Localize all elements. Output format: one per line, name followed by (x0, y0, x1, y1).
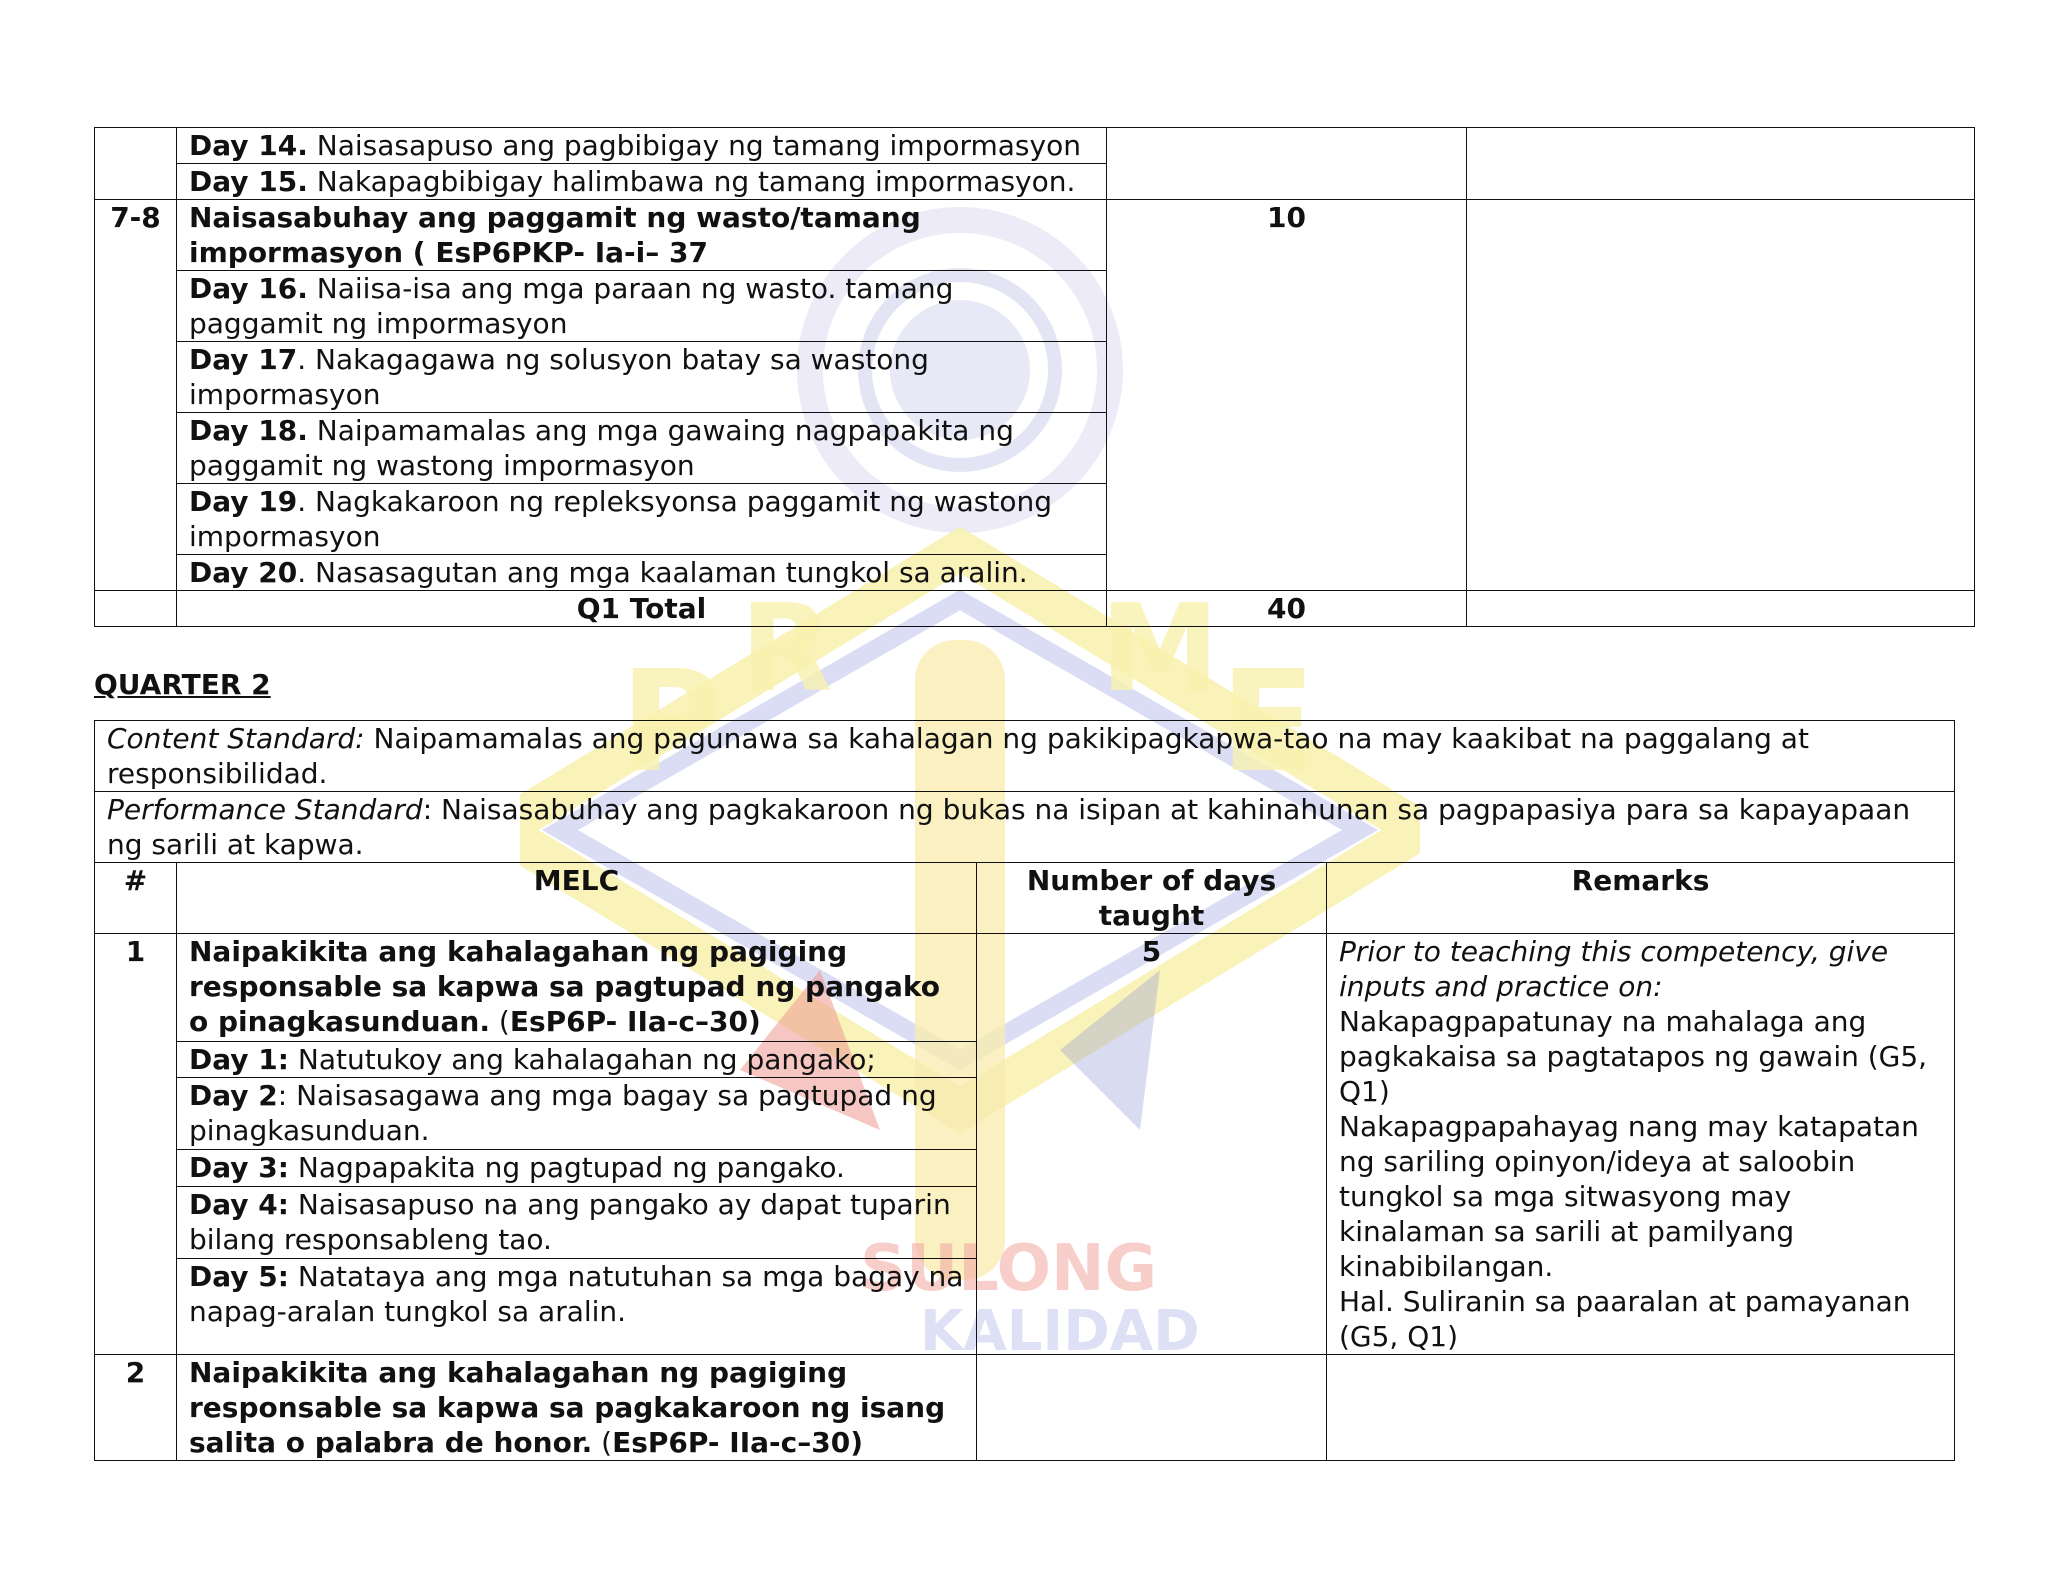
header-num: # (95, 863, 177, 934)
day-cell (177, 1258, 977, 1354)
remarks-item: Nakapagpapahayag nang may katapatan ng sariling opinyon/ideya at saloobin tungkol sa mga sitwasyong may kinalaman sa sarili at pamilyang kinabibilangan. (1339, 1110, 1919, 1283)
day-cell (177, 1186, 977, 1258)
remarks-intro: Prior to teaching this competency, give inputs and practice on: (1339, 935, 1889, 1003)
day-label: Day 14. (189, 129, 308, 162)
day-text: Naisasapuso ang pagbibigay ng tamang impormasyon (307, 129, 1081, 162)
table-row (95, 1355, 1955, 1461)
day-text: Naiisa-isa ang mga paraan ng wasto. tamang paggamit ng impormasyon (189, 272, 954, 340)
week-number: 7-8 (95, 200, 177, 591)
remarks-cell (1467, 128, 1975, 200)
day-label: Day 20 (189, 556, 298, 589)
day-text: Naipamamalas ang mga gawaing nagpapakita ng paggamit ng wastong impormasyon (189, 414, 1014, 482)
day-cell (177, 1041, 977, 1078)
header-days: Number of days taught (977, 863, 1327, 934)
remarks-item: Hal. Suliranin sa paaralan at pamayanan (G5, Q1) (1339, 1285, 1911, 1353)
melc-title (177, 934, 977, 1042)
performance-standard-row (95, 792, 1955, 863)
day-label: Day 17 (189, 343, 298, 376)
logo-letter-e: E (1220, 641, 1316, 804)
day-text: Natataya ang mga natutuhan sa mga bagay na napag-aralan tungkol sa aralin. (189, 1259, 964, 1328)
content-standard (95, 721, 1955, 792)
day-label: Day 3: (189, 1151, 289, 1185)
day-cell (177, 164, 1107, 200)
week-cell (95, 128, 177, 200)
day-label: Day 15. (189, 165, 308, 198)
day-label: Day 18. (189, 414, 308, 447)
melc-code: EsP6P- IIa-c–30) (509, 1005, 761, 1038)
table-row (95, 200, 1975, 271)
melc-code-open: ( (592, 1426, 613, 1459)
logo-letter-r: R (740, 580, 833, 719)
logo-text-sulong: SULONG (860, 1232, 1158, 1306)
table-row (95, 128, 1975, 164)
day-text: Nakapagbibigay halimbawa ng tamang impormasyon. (307, 165, 1076, 198)
total-value: 40 (1107, 591, 1467, 627)
q2-table (94, 720, 1955, 1461)
melc-title (177, 1355, 977, 1461)
melc-code: EsP6P- IIa-c–30) (612, 1426, 863, 1459)
remarks-cell (1467, 200, 1975, 591)
day-text: . Nagkakaroon ng repleksyonsa paggamit ng wastong impormasyon (189, 485, 1052, 553)
day-cell (177, 413, 1107, 484)
days-cell (977, 1355, 1327, 1461)
day-cell (177, 1078, 977, 1150)
day-cell (177, 128, 1107, 164)
day-label: Day 1: (189, 1042, 289, 1076)
week-cell (95, 591, 177, 627)
logo-text-kalidad: KALIDAD (920, 1299, 1200, 1364)
remarks-cell (1467, 591, 1975, 627)
melc-code-open: ( (490, 1005, 510, 1038)
day-cell (177, 555, 1107, 591)
day-text: : Naisasagawa ang mga bagay sa pagtupad ng pinagkasunduan. (189, 1079, 937, 1148)
performance-standard-label: Performance Standard (107, 793, 423, 826)
remarks-cell (1327, 934, 1955, 1355)
table-row (95, 934, 1955, 1042)
quarter-heading: QUARTER 2 (94, 668, 271, 701)
q1-table (94, 127, 1975, 627)
day-label: Day 19 (189, 485, 298, 518)
days-taught: 5 (977, 934, 1327, 1355)
day-text: . Nasasagutan ang mga kaalaman tungkol sa aralin. (297, 556, 1028, 589)
day-cell (177, 271, 1107, 342)
days-cell (1107, 128, 1467, 200)
header-row (95, 863, 1955, 934)
header-melc: MELC (177, 863, 977, 934)
performance-standard-text: : Naisasabuhay ang pagkakaroon ng bukas na isipan at kahinahunan sa pagpapasiya para sa kapayapaan ng sarili at kapwa. (107, 793, 1911, 861)
remarks-cell (1327, 1355, 1955, 1461)
days-taught: 10 (1107, 200, 1467, 591)
day-cell (177, 1150, 977, 1187)
row-number: 2 (95, 1355, 177, 1461)
content-standard-text: Naipamamalas ang pagunawa sa kahalagan ng pakikipagkapwa-tao na may kaakibat na paggalang at responsibilidad. (107, 722, 1809, 790)
day-label: Day 2 (189, 1079, 278, 1113)
row-number: 1 (95, 934, 177, 1355)
melc-title-text: Naipakikita ang kahalagahan ng pagiging responsable sa kapwa sa pagkakaroon ng isang salita o palabra de honor. (189, 1356, 946, 1459)
day-text: . Nakagagawa ng solusyon batay sa wastong impormasyon (189, 343, 929, 411)
total-row (95, 591, 1975, 627)
day-cell (177, 342, 1107, 413)
melc-title: Naisasabuhay ang paggamit ng wasto/tamang impormasyon ( EsP6PKP- Ia-i– 37 (177, 200, 1107, 271)
day-text: Naisasapuso na ang pangako ay dapat tuparin bilang responsableng tao. (189, 1187, 951, 1256)
day-label: Day 4: (189, 1187, 289, 1221)
day-label: Day 5: (189, 1259, 289, 1293)
day-text: Natutukoy ang kahalagahan ng pangako; (288, 1042, 876, 1076)
day-text: Nagpapakita ng pagtupad ng pangako. (288, 1151, 845, 1185)
logo-letter-m: M (1100, 580, 1220, 719)
content-standard-row (95, 721, 1955, 792)
content-standard-label: Content Standard: (107, 722, 365, 755)
performance-standard (95, 792, 1955, 863)
melc-title-text: Naipakikita ang kahalagahan ng pagiging responsable sa kapwa sa pagtupad ng pangako o pinagkasunduan. (189, 935, 940, 1038)
logo-letter-p: P (620, 641, 723, 804)
day-cell (177, 484, 1107, 555)
remarks-item: Nakapagpapatunay na mahalaga ang pagkakaisa sa pagtatapos ng gawain (G5, Q1) (1339, 1005, 1928, 1108)
day-label: Day 16. (189, 272, 308, 305)
total-label: Q1 Total (177, 591, 1107, 627)
header-remarks: Remarks (1327, 863, 1955, 934)
